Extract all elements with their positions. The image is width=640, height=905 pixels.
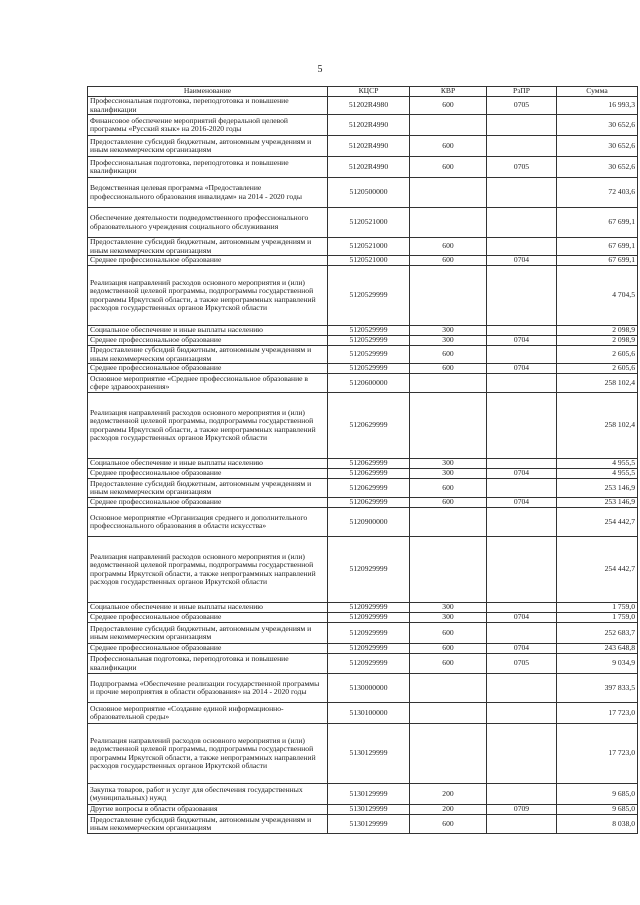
row-kvr: 600 [410, 644, 487, 654]
table-row [88, 256, 638, 266]
row-name: Реализация направлений расходов основного мероприятия и (или) ведомственной целевой программы, подпрограммы государственной программы Иркутской области, а также непрограммных направлений расходов государственных органов Иркутской области [88, 393, 328, 459]
row-kvr: 600 [410, 498, 487, 508]
row-kcsr: 5120629999 [328, 459, 410, 469]
row-kvr: 600 [410, 256, 487, 266]
row-kcsr: 51202R4990 [328, 136, 410, 157]
header-rzpr: РзПР [487, 87, 557, 97]
row-kcsr: 5120529999 [328, 336, 410, 346]
row-sum: 17 723,0 [557, 724, 638, 784]
row-kvr: 200 [410, 805, 487, 815]
row-kcsr: 51202R4990 [328, 115, 410, 136]
table-row [88, 115, 638, 136]
table-row [88, 703, 638, 724]
table-row [88, 266, 638, 326]
row-kvr: 300 [410, 459, 487, 469]
budget-table [87, 86, 638, 834]
row-kcsr: 5120629999 [328, 393, 410, 459]
row-kvr [410, 208, 487, 238]
row-name: Среднее профессиональное образование [88, 256, 328, 266]
table-row [88, 336, 638, 346]
row-kcsr: 5120629999 [328, 498, 410, 508]
row-kvr: 600 [410, 238, 487, 256]
row-kvr: 600 [410, 346, 487, 364]
row-name: Профессиональная подготовка, переподготовка и повышение квалификации [88, 157, 328, 178]
row-rzpr [487, 537, 557, 603]
row-kvr: 600 [410, 479, 487, 498]
row-kvr [410, 393, 487, 459]
row-sum: 258 102,4 [557, 393, 638, 459]
row-kvr: 300 [410, 603, 487, 613]
row-sum: 4 955,5 [557, 469, 638, 479]
row-sum: 254 442,7 [557, 508, 638, 537]
row-rzpr [487, 603, 557, 613]
row-kvr: 300 [410, 326, 487, 336]
row-name: Профессиональная подготовка, переподготовка и повышение квалификации [88, 97, 328, 115]
row-rzpr: 0704 [487, 336, 557, 346]
row-kcsr: 5120500000 [328, 178, 410, 208]
row-kvr: 600 [410, 815, 487, 834]
row-name: Социальное обеспечение и иные выплаты населению [88, 326, 328, 336]
row-name: Предоставление субсидий бюджетным, автономным учреждениям и иным некоммерческим организациям [88, 479, 328, 498]
row-sum: 397 833,5 [557, 674, 638, 703]
row-sum: 252 683,7 [557, 623, 638, 644]
row-name: Профессиональная подготовка, переподготовка и повышение квалификации [88, 654, 328, 674]
row-kvr: 300 [410, 336, 487, 346]
row-name: Финансовое обеспечение мероприятий федеральной целевой программы «Русский язык» на 2016-2020 годы [88, 115, 328, 136]
table-row [88, 644, 638, 654]
row-name: Среднее профессиональное образование [88, 336, 328, 346]
row-kvr: 300 [410, 613, 487, 623]
row-kcsr: 5120929999 [328, 644, 410, 654]
table-row [88, 346, 638, 364]
row-sum: 30 652,6 [557, 136, 638, 157]
header-kcsr: КЦСР [328, 87, 410, 97]
table-row [88, 469, 638, 479]
row-name: Обеспечение деятельности подведомственного профессионального образовательного учреждения социального обслуживания [88, 208, 328, 238]
row-name: Среднее профессиональное образование [88, 498, 328, 508]
row-name: Основное мероприятие «Среднее профессиональное образование в сфере здравоохранения» [88, 374, 328, 393]
row-kcsr: 5120521000 [328, 238, 410, 256]
row-rzpr: 0704 [487, 364, 557, 374]
table-row [88, 508, 638, 537]
row-name: Реализация направлений расходов основного мероприятия и (или) ведомственной целевой программы, подпрограммы государственной программы Иркутской области, а также непрограммных направлений расходов государственных органов Иркутской области [88, 724, 328, 784]
row-kcsr: 5120929999 [328, 623, 410, 644]
row-rzpr [487, 724, 557, 784]
row-sum: 1 759,0 [557, 603, 638, 613]
row-rzpr: 0704 [487, 613, 557, 623]
table-header-row [88, 87, 638, 97]
row-name: Среднее профессиональное образование [88, 644, 328, 654]
row-rzpr [487, 115, 557, 136]
row-sum: 253 146,9 [557, 498, 638, 508]
row-rzpr: 0704 [487, 256, 557, 266]
row-rzpr [487, 326, 557, 336]
row-kcsr: 5120629999 [328, 469, 410, 479]
row-kvr [410, 508, 487, 537]
row-name: Среднее профессиональное образование [88, 364, 328, 374]
row-name: Предоставление субсидий бюджетным, автономным учреждениям и иным некоммерческим организациям [88, 815, 328, 834]
table-row [88, 815, 638, 834]
row-name: Предоставление субсидий бюджетным, автономным учреждениям и иным некоммерческим организациям [88, 238, 328, 256]
row-sum: 4 704,5 [557, 266, 638, 326]
row-sum: 9 685,0 [557, 784, 638, 805]
table-row [88, 364, 638, 374]
row-name: Среднее профессиональное образование [88, 613, 328, 623]
table-body [88, 97, 638, 834]
row-rzpr [487, 374, 557, 393]
row-sum: 2 098,9 [557, 336, 638, 346]
row-kvr: 600 [410, 623, 487, 644]
row-kvr [410, 537, 487, 603]
row-sum: 4 955,5 [557, 459, 638, 469]
row-rzpr [487, 784, 557, 805]
row-rzpr [487, 459, 557, 469]
table-row [88, 178, 638, 208]
table-row [88, 613, 638, 623]
row-name: Основное мероприятие «Создание единой информационно-образовательной среды» [88, 703, 328, 724]
row-name: Реализация направлений расходов основного мероприятия и (или) ведомственной целевой программы, подпрограммы государственной программы Иркутской области, а также непрограммных направлений расходов государственных органов Иркутской области [88, 537, 328, 603]
row-rzpr: 0704 [487, 469, 557, 479]
row-name: Реализация направлений расходов основного мероприятия и (или) ведомственной целевой программы, подпрограммы государственной программы Иркутской области, а также непрограммных направлений расходов государственных органов Иркутской области [88, 266, 328, 326]
row-rzpr [487, 393, 557, 459]
row-kvr: 300 [410, 469, 487, 479]
row-kcsr: 5120600000 [328, 374, 410, 393]
table-row [88, 537, 638, 603]
row-name: Основное мероприятие «Организация среднего и дополнительного профессионального образования в области искусства» [88, 508, 328, 537]
row-name: Другие вопросы в области образования [88, 805, 328, 815]
row-kcsr: 5120629999 [328, 479, 410, 498]
row-kvr [410, 674, 487, 703]
table-row [88, 374, 638, 393]
row-sum: 67 699,1 [557, 238, 638, 256]
row-rzpr: 0705 [487, 157, 557, 178]
table-row [88, 784, 638, 805]
row-kvr: 600 [410, 654, 487, 674]
row-rzpr [487, 674, 557, 703]
row-kcsr: 51202R4990 [328, 157, 410, 178]
row-kcsr: 5120529999 [328, 326, 410, 336]
row-kcsr: 5120529999 [328, 364, 410, 374]
row-sum: 1 759,0 [557, 613, 638, 623]
table-row [88, 603, 638, 613]
row-kvr: 600 [410, 157, 487, 178]
table-row [88, 238, 638, 256]
table-row [88, 498, 638, 508]
table-row [88, 136, 638, 157]
row-name: Социальное обеспечение и иные выплаты населению [88, 459, 328, 469]
row-name: Среднее профессиональное образование [88, 469, 328, 479]
row-kvr: 600 [410, 97, 487, 115]
row-kcsr: 5120929999 [328, 603, 410, 613]
table-row [88, 393, 638, 459]
row-kcsr: 5130000000 [328, 674, 410, 703]
row-kcsr: 5120521000 [328, 256, 410, 266]
row-sum: 17 723,0 [557, 703, 638, 724]
row-sum: 30 652,6 [557, 157, 638, 178]
table-row [88, 805, 638, 815]
row-kcsr: 5130129999 [328, 815, 410, 834]
row-kcsr: 5130129999 [328, 805, 410, 815]
row-name: Предоставление субсидий бюджетным, автономным учреждениям и иным некоммерческим организациям [88, 136, 328, 157]
row-kvr [410, 724, 487, 784]
row-kcsr: 5120529999 [328, 266, 410, 326]
row-kcsr: 5120929999 [328, 654, 410, 674]
row-kvr [410, 374, 487, 393]
row-rzpr [487, 508, 557, 537]
row-kvr: 200 [410, 784, 487, 805]
row-kcsr: 5120529999 [328, 346, 410, 364]
header-name: Наименование [88, 87, 328, 97]
table-row [88, 208, 638, 238]
header-kvr: КВР [410, 87, 487, 97]
table-row [88, 157, 638, 178]
row-kcsr: 5130129999 [328, 724, 410, 784]
row-name: Подпрограмма «Обеспечение реализации государственной программы и прочие мероприятия в области образования» на 2014 - 2020 годы [88, 674, 328, 703]
row-kcsr: 5120521000 [328, 208, 410, 238]
row-sum: 72 403,6 [557, 178, 638, 208]
row-kcsr: 5120900000 [328, 508, 410, 537]
row-sum: 67 699,1 [557, 256, 638, 266]
row-name: Ведомственная целевая программа «Предоставление профессионального образования инвалидам» на 2014 - 2020 годы [88, 178, 328, 208]
row-rzpr: 0705 [487, 97, 557, 115]
table-row [88, 459, 638, 469]
row-kcsr: 5120929999 [328, 613, 410, 623]
row-rzpr [487, 703, 557, 724]
row-name: Социальное обеспечение и иные выплаты населению [88, 603, 328, 613]
row-kvr [410, 266, 487, 326]
row-sum: 2 605,6 [557, 364, 638, 374]
row-rzpr [487, 178, 557, 208]
row-rzpr [487, 479, 557, 498]
row-sum: 30 652,6 [557, 115, 638, 136]
row-sum: 258 102,4 [557, 374, 638, 393]
row-kvr: 600 [410, 136, 487, 157]
table-row [88, 654, 638, 674]
row-name: Закупка товаров, работ и услуг для обеспечения государственных (муниципальных) нужд [88, 784, 328, 805]
row-rzpr [487, 266, 557, 326]
row-sum: 8 038,0 [557, 815, 638, 834]
row-sum: 67 699,1 [557, 208, 638, 238]
row-rzpr [487, 346, 557, 364]
row-rzpr [487, 623, 557, 644]
row-rzpr [487, 815, 557, 834]
row-sum: 253 146,9 [557, 479, 638, 498]
page-number: 5 [317, 64, 323, 75]
row-kcsr: 5130129999 [328, 784, 410, 805]
row-kvr: 600 [410, 364, 487, 374]
row-kcsr: 5120929999 [328, 537, 410, 603]
row-rzpr [487, 238, 557, 256]
table-row [88, 479, 638, 498]
row-sum: 16 993,3 [557, 97, 638, 115]
table-row [88, 97, 638, 115]
row-rzpr: 0704 [487, 644, 557, 654]
row-rzpr [487, 136, 557, 157]
row-kvr [410, 703, 487, 724]
table-row [88, 623, 638, 644]
row-sum: 9 034,9 [557, 654, 638, 674]
row-sum: 9 685,0 [557, 805, 638, 815]
row-kcsr: 51202R4980 [328, 97, 410, 115]
header-sum: Сумма [557, 87, 638, 97]
row-sum: 243 648,8 [557, 644, 638, 654]
row-rzpr [487, 208, 557, 238]
row-name: Предоставление субсидий бюджетным, автономным учреждениям и иным некоммерческим организациям [88, 623, 328, 644]
row-rzpr: 0709 [487, 805, 557, 815]
row-sum: 254 442,7 [557, 537, 638, 603]
row-rzpr: 0705 [487, 654, 557, 674]
table-row [88, 724, 638, 784]
row-kvr [410, 115, 487, 136]
row-kvr [410, 178, 487, 208]
table-row [88, 326, 638, 336]
row-kcsr: 5130100000 [328, 703, 410, 724]
table-row [88, 674, 638, 703]
row-sum: 2 605,6 [557, 346, 638, 364]
row-rzpr: 0704 [487, 498, 557, 508]
row-name: Предоставление субсидий бюджетным, автономным учреждениям и иным некоммерческим организациям [88, 346, 328, 364]
row-sum: 2 098,9 [557, 326, 638, 336]
